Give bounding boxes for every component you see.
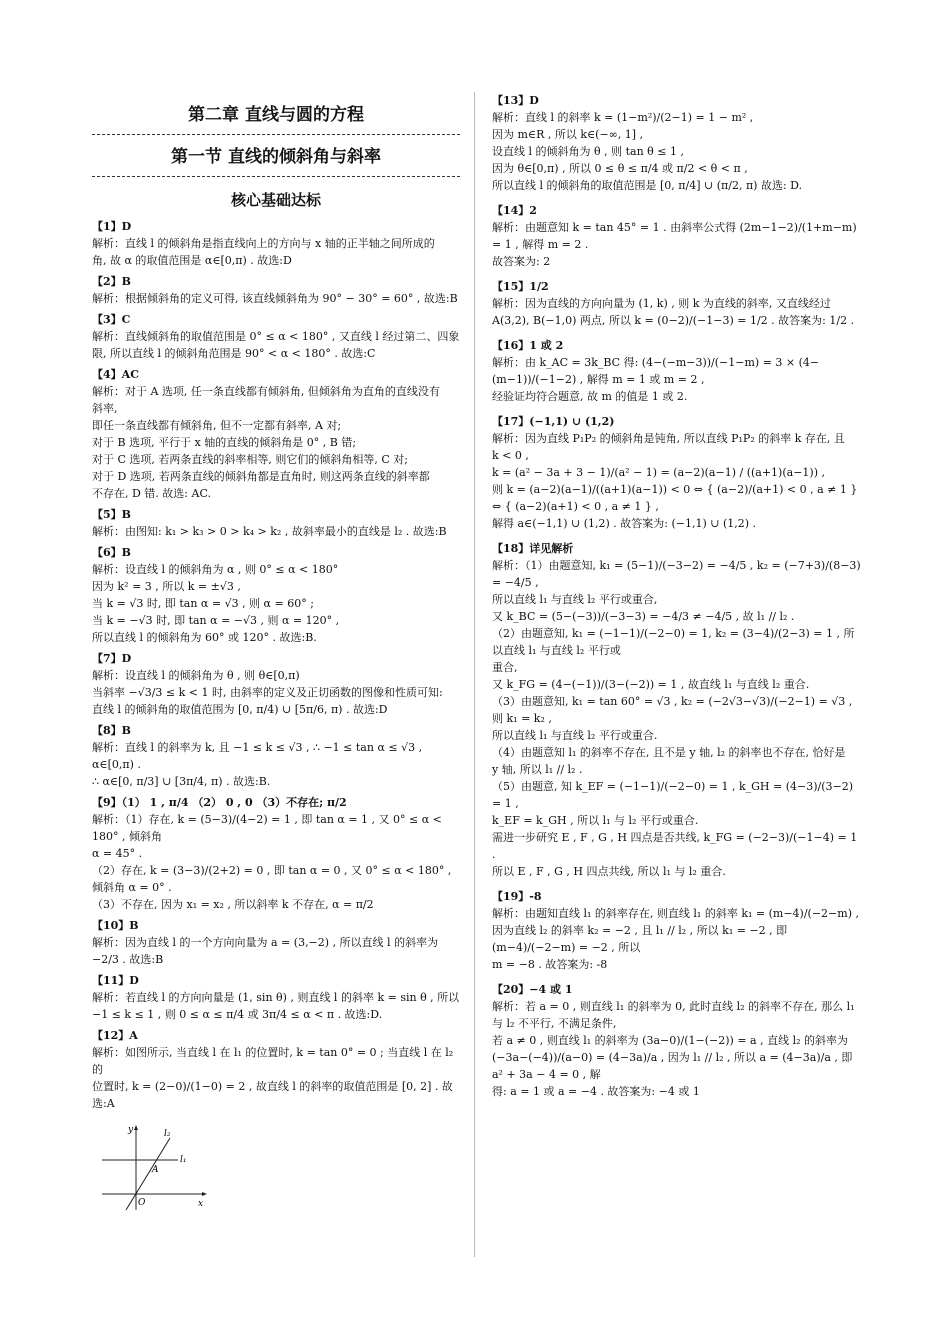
answer-block xyxy=(492,540,862,888)
solution-line: −2/3 . 故选:B xyxy=(92,953,164,966)
answer-block xyxy=(92,366,460,506)
point-a-label: A xyxy=(152,1165,159,1175)
solution-line: 经验证均符合题意, 故 m 的值是 1 或 2. xyxy=(492,390,688,403)
solution-line: 所以直线 l₁ 与直线 l₂ 平行或重合, xyxy=(492,593,658,606)
answer-block xyxy=(492,278,862,337)
answer-head: 【15】1/2 xyxy=(492,280,549,293)
solution-line: 又 k_BC = (5−(−3))/(−3−3) = −4/3 ≠ −4/5 , 故 l₁ // l₂ . xyxy=(492,610,795,623)
answer-block xyxy=(492,337,862,413)
solution-line: 因为 m∈R , 所以 k∈(−∞, 1] , xyxy=(492,128,644,141)
solution-line: A(3,2), B(−1,0) 两点, 所以 k = (0−2)/(−1−3) = 1/2 . 故答案为: 1/2 . xyxy=(492,314,855,327)
solution-line: α = 45° . xyxy=(92,847,143,860)
answer-block xyxy=(92,917,460,972)
answer-block xyxy=(492,888,862,981)
left-column xyxy=(92,92,460,1212)
solution-line: 解析：设直线 l 的倾斜角为 α , 则 0° ≤ α < 180° xyxy=(92,563,339,576)
right-column xyxy=(492,92,862,1108)
solution-line: （2）存在, k = (3−3)/(2+2) = 0 , 即 tan α = 0 , 又 0° ≤ α < 180° , 倾斜角 α = 0° . xyxy=(92,864,452,894)
solution-line: 解析：设直线 l 的倾斜角为 θ , 则 θ∈[0,π) xyxy=(92,669,300,682)
answer-block xyxy=(92,506,460,544)
solution-line: 解析：因为直线 l 的一个方向向量为 a = (3,−2) , 所以直线 l 的斜率为 xyxy=(92,936,439,949)
solution-line: m = −8 . 故答案为: -8 xyxy=(492,958,608,971)
left-answer-list xyxy=(92,218,460,1116)
solution-line: 当 k = √3 时, 即 tan α = √3 , 则 α = 60° ; xyxy=(92,597,314,610)
solution-line: 解析：直线 l 的斜率为 k, 且 −1 ≤ k ≤ √3 , ∴ −1 ≤ tan α ≤ √3 , α∈[0,π) . xyxy=(92,741,423,771)
solution-line: 解析：对于 A 选项, 任一条直线都有倾斜角, 但倾斜角为直角的直线没有 xyxy=(92,385,440,398)
section-title: 第一节 直线的倾斜角与斜率 xyxy=(92,142,460,177)
solution-line: 解得 a∈(−1,1) ∪ (1,2) . 故答案为: (−1,1) ∪ (1,2) . xyxy=(492,517,757,530)
origin-label: O xyxy=(138,1198,146,1208)
answer-head: 【17】(−1,1) ∪ (1,2) xyxy=(492,415,615,428)
solution-line: 角, 故 α 的取值范围是 α∈[0,π) . 故选:D xyxy=(92,254,292,267)
solution-line: 设直线 l 的倾斜角为 θ , 则 tan θ ≤ 1 , xyxy=(492,145,684,158)
solution-line: 又 k_FG = (4−(−1))/(3−(−2)) = 1 , 故直线 l₁ 与直线 l₂ 重合. xyxy=(492,678,810,691)
solution-line: 解析：根据倾斜角的定义可得, 该直线倾斜角为 90° − 30° = 60° , 故选:B xyxy=(92,292,458,305)
answer-block xyxy=(492,92,862,202)
answer-block xyxy=(92,544,460,650)
answer-head: 【5】B xyxy=(92,508,131,521)
solution-line: （2）由题意知, k₁ = (−1−1)/(−2−0) = 1, k₂ = (3−4)/(2−3) = 1 , 所以直线 l₁ 与直线 l₂ 平行或 xyxy=(492,627,855,657)
answer-head: 【4】AC xyxy=(92,368,139,381)
solution-line: k = (a² − 3a + 3 − 1)/(a² − 1) = (a−2)(a−1) / ((a+1)(a−1)) , xyxy=(492,466,825,479)
solution-line: 直线 l 的倾斜角的取值范围为 [0, π/4) ∪ [5π/6, π) . 故选:D xyxy=(92,703,388,716)
solution-line: 若 a ≠ 0 , 则直线 l₁ 的斜率为 (3a−0)/(1−(−2)) = a , 直线 l₂ 的斜率为 xyxy=(492,1034,849,1047)
solution-line: k_EF = k_GH , 所以 l₁ 与 l₂ 平行或重合. xyxy=(492,814,699,827)
solution-line: 即任一条直线都有倾斜角, 但不一定都有斜率, A 对; xyxy=(92,419,342,432)
x-arrow-icon xyxy=(202,1192,207,1196)
solution-line: 当 k = −√3 时, 即 tan α = −√3 , 则 α = 120° , xyxy=(92,614,340,627)
solution-line: （3）不存在, 因为 x₁ = x₂ , 所以斜率 k 不存在, α = π/2 xyxy=(92,898,374,911)
solution-line: 得: a = 1 或 a = −4 . 故答案为: −4 或 1 xyxy=(492,1085,700,1098)
x-label: x xyxy=(198,1199,204,1209)
solution-line: 因为 θ∈[0,π) , 所以 0 ≤ θ ≤ π/4 或 π/2 < θ < π , xyxy=(492,162,748,175)
line-l2 xyxy=(126,1138,170,1210)
answer-head: 【14】2 xyxy=(492,204,537,217)
solution-line: 因为 k² = 3 , 所以 k = ±√3 , xyxy=(92,580,241,593)
solution-line: 斜率, xyxy=(92,402,118,415)
column-divider xyxy=(474,92,475,1257)
answer-head: 【7】D xyxy=(92,652,132,665)
solution-line: 解析：由题知直线 l₁ 的斜率存在, 则直线 l₁ 的斜率 k₁ = (m−4)/(−2−m) , xyxy=(492,907,859,920)
solution-line: 需进一步研究 E , F , G , H 四点是否共线, k_FG = (−2−3)/(−1−4) = 1 . xyxy=(492,831,858,861)
solution-line: 解析：由图知: k₁ > k₃ > 0 > k₄ > k₂ , 故斜率最小的直线是 l₂ . 故选:B xyxy=(92,525,447,538)
solution-line: 因为直线 l₂ 的斜率 k₂ = −2 , 且 l₁ // l₂ , 所以 k₁ = −2 , 即 (m−4)/(−2−m) = −2 , 所以 xyxy=(492,924,788,954)
solution-line: k < 0 , xyxy=(492,449,529,462)
answer-block xyxy=(92,311,460,366)
y-arrow-icon xyxy=(134,1125,138,1130)
answer-head: 【12】A xyxy=(92,1029,138,1042)
solution-line: 对于 C 选项, 若两条直线的斜率相等, 则它们的倾斜角相等, C 对; xyxy=(92,453,409,466)
solution-line: 不存在, D 错. 故选: AC. xyxy=(92,487,211,500)
answer-head: 【10】B xyxy=(92,919,139,932)
solution-line: 所以 E , F , G , H 四点共线, 所以 l₁ 与 l₂ 重合. xyxy=(492,865,726,878)
answer-block xyxy=(92,273,460,311)
solution-line: （5）由题意, 知 k_EF = (−1−1)/(−2−0) = 1 , k_GH = (4−3)/(3−2) = 1 , xyxy=(492,780,854,810)
solution-line: 与 l₂ 不平行, 不满足条件, xyxy=(492,1017,617,1030)
answer-head: 【3】C xyxy=(92,313,131,326)
answer-head: 【18】详见解析 xyxy=(492,542,574,555)
answer-head: 【8】B xyxy=(92,724,131,737)
solution-line: 位置时, k = (2−0)/(1−0) = 2 , 故直线 l 的斜率的取值范围是 [0, 2] . 故选:A xyxy=(92,1080,453,1110)
answer-block xyxy=(92,972,460,1027)
solution-line: 重合, xyxy=(492,661,518,674)
solution-line: 解析：由题意知 k = tan 45° = 1 . 由斜率公式得 (2m−1−2)/(1+m−m) = 1 , 解得 m = 2 . xyxy=(492,221,857,251)
solution-line: 解析：若直线 l 的方向向量是 (1, sin θ) , 则直线 l 的斜率 k = sin θ , 所以 xyxy=(92,991,460,1004)
solution-line: 解析：（1）存在, k = (5−3)/(4−2) = 1 , 即 tan α = 1 , 又 0° ≤ α < 180° , 倾斜角 xyxy=(92,813,442,843)
solution-line: 解析：如图所示, 当直线 l 在 l₁ 的位置时, k = tan 0° = 0 ; 当直线 l 在 l₂ 的 xyxy=(92,1046,454,1076)
solution-line: ∴ α∈[0, π/3] ∪ [3π/4, π) . 故选:B. xyxy=(92,775,271,788)
solution-line: （3）由题意知, k₁ = tan 60° = √3 , k₂ = (−2√3−√3)/(−2−1) = √3 , 则 k₁ = k₂ , xyxy=(492,695,853,725)
solution-line: 所以直线 l 的倾斜角的取值范围是 [0, π/4] ∪ (π/2, π) 故选: D. xyxy=(492,179,803,192)
answer-block xyxy=(92,722,460,794)
solution-line: 对于 D 选项, 若两条直线的倾斜角都是直角时, 则这两条直线的斜率都 xyxy=(92,470,430,483)
solution-line: 当斜率 −√3/3 ≤ k < 1 时, 由斜率的定义及正切函数的图像和性质可知: xyxy=(92,686,443,699)
solution-line: 对于 B 选项, 平行于 x 轴的直线的倾斜角是 0° , B 错; xyxy=(92,436,357,449)
answer-block xyxy=(92,794,460,917)
y-label: y xyxy=(128,1125,134,1135)
answer-head: 【1】D xyxy=(92,220,132,233)
answer-head: 【20】−4 或 1 xyxy=(492,983,573,996)
l2-label: l₂ xyxy=(164,1129,171,1139)
solution-line: y 轴, 所以 l₁ // l₂ . xyxy=(492,763,583,776)
answer-block xyxy=(492,413,862,540)
answer-head: 【9】（1） 1 , π/4 （2） 0 , 0 （3）不存在; π/2 xyxy=(92,796,347,809)
answer-head: 【11】D xyxy=(92,974,139,987)
solution-line: 所以直线 l 的倾斜角为 60° 或 120° . 故选:B. xyxy=(92,631,317,644)
solution-line: 解析：直线 l 的倾斜角是指直线向上的方向与 x 轴的正半轴之间所成的 xyxy=(92,237,435,250)
answer-block xyxy=(92,1027,460,1116)
solution-line: 则 k = (a−2)(a−1)/((a+1)(a−1)) < 0 ⇔ { (a−2)/(a+1) < 0 , a ≠ 1 } ⇔ { (a−2)(a+1) < 0 , a ≠ 1 } , xyxy=(492,483,858,513)
answer-head: 【6】B xyxy=(92,546,131,559)
solution-line: 故答案为: 2 xyxy=(492,255,551,268)
solution-line: (−3a−(−4))/(a−0) = (4−3a)/a , 因为 l₁ // l₂ , 所以 a = (4−3a)/a , 即 a² + 3a − 4 = 0 , 解 xyxy=(492,1051,853,1081)
answer-block xyxy=(92,218,460,273)
chapter-title: 第二章 直线与圆的方程 xyxy=(92,100,460,135)
answer-block xyxy=(492,202,862,278)
solution-line: 所以直线 l₁ 与直线 l₂ 平行或重合. xyxy=(492,729,658,742)
answer-block xyxy=(92,650,460,722)
solution-line: 解析：直线 l 的斜率 k = (1−m²)/(2−1) = 1 − m² , xyxy=(492,111,754,124)
answer-head: 【19】-8 xyxy=(492,890,542,903)
answer-head: 【13】D xyxy=(492,94,539,107)
solution-line: 解析：若 a = 0 , 则直线 l₁ 的斜率为 0, 此时直线 l₂ 的斜率不存在, 那么 l₁ xyxy=(492,1000,855,1013)
l1-label: l₁ xyxy=(180,1155,187,1165)
solution-line: 解析：直线倾斜角的取值范围是 0° ≤ α < 180° , 又直线 l 经过第二、四象 xyxy=(92,330,460,343)
answer-block xyxy=(492,981,862,1108)
solution-line: 解析：因为直线 P₁P₂ 的倾斜角是钝角, 所以直线 P₁P₂ 的斜率 k 存在, 且 xyxy=(492,432,845,445)
subsection-title: 核心基础达标 xyxy=(230,191,321,209)
solution-line: （4）由题意知 l₁ 的斜率不存在, 且不是 y 轴, l₂ 的斜率也不存在, 恰好是 xyxy=(492,746,846,759)
solution-line: −1 ≤ k ≤ 1 , 则 0 ≤ α ≤ π/4 或 3π/4 ≤ α < π . 故选:D. xyxy=(92,1008,383,1021)
solution-line: 限, 所以直线 l 的倾斜角范围是 90° < α < 180° . 故选:C xyxy=(92,347,376,360)
solution-line: 解析：由 k_AC = 3k_BC 得: (4−(−m−3))/(−1−m) = 3 × (4−(m−1))/(−1−2) , 解得 m = 1 或 m = 2 , xyxy=(492,356,820,386)
right-answer-list xyxy=(492,92,862,1108)
answer-head: 【16】1 或 2 xyxy=(492,339,564,352)
figure-q12 xyxy=(94,1122,214,1212)
solution-line: 解析：（1）由题意知, k₁ = (5−1)/(−3−2) = −4/5 , k₂ = (−7+3)/(8−3) = −4/5 , xyxy=(492,559,861,589)
solution-line: 解析：因为直线的方向向量为 (1, k) , 则 k 为直线的斜率, 又直线经过 xyxy=(492,297,831,310)
answer-head: 【2】B xyxy=(92,275,131,288)
